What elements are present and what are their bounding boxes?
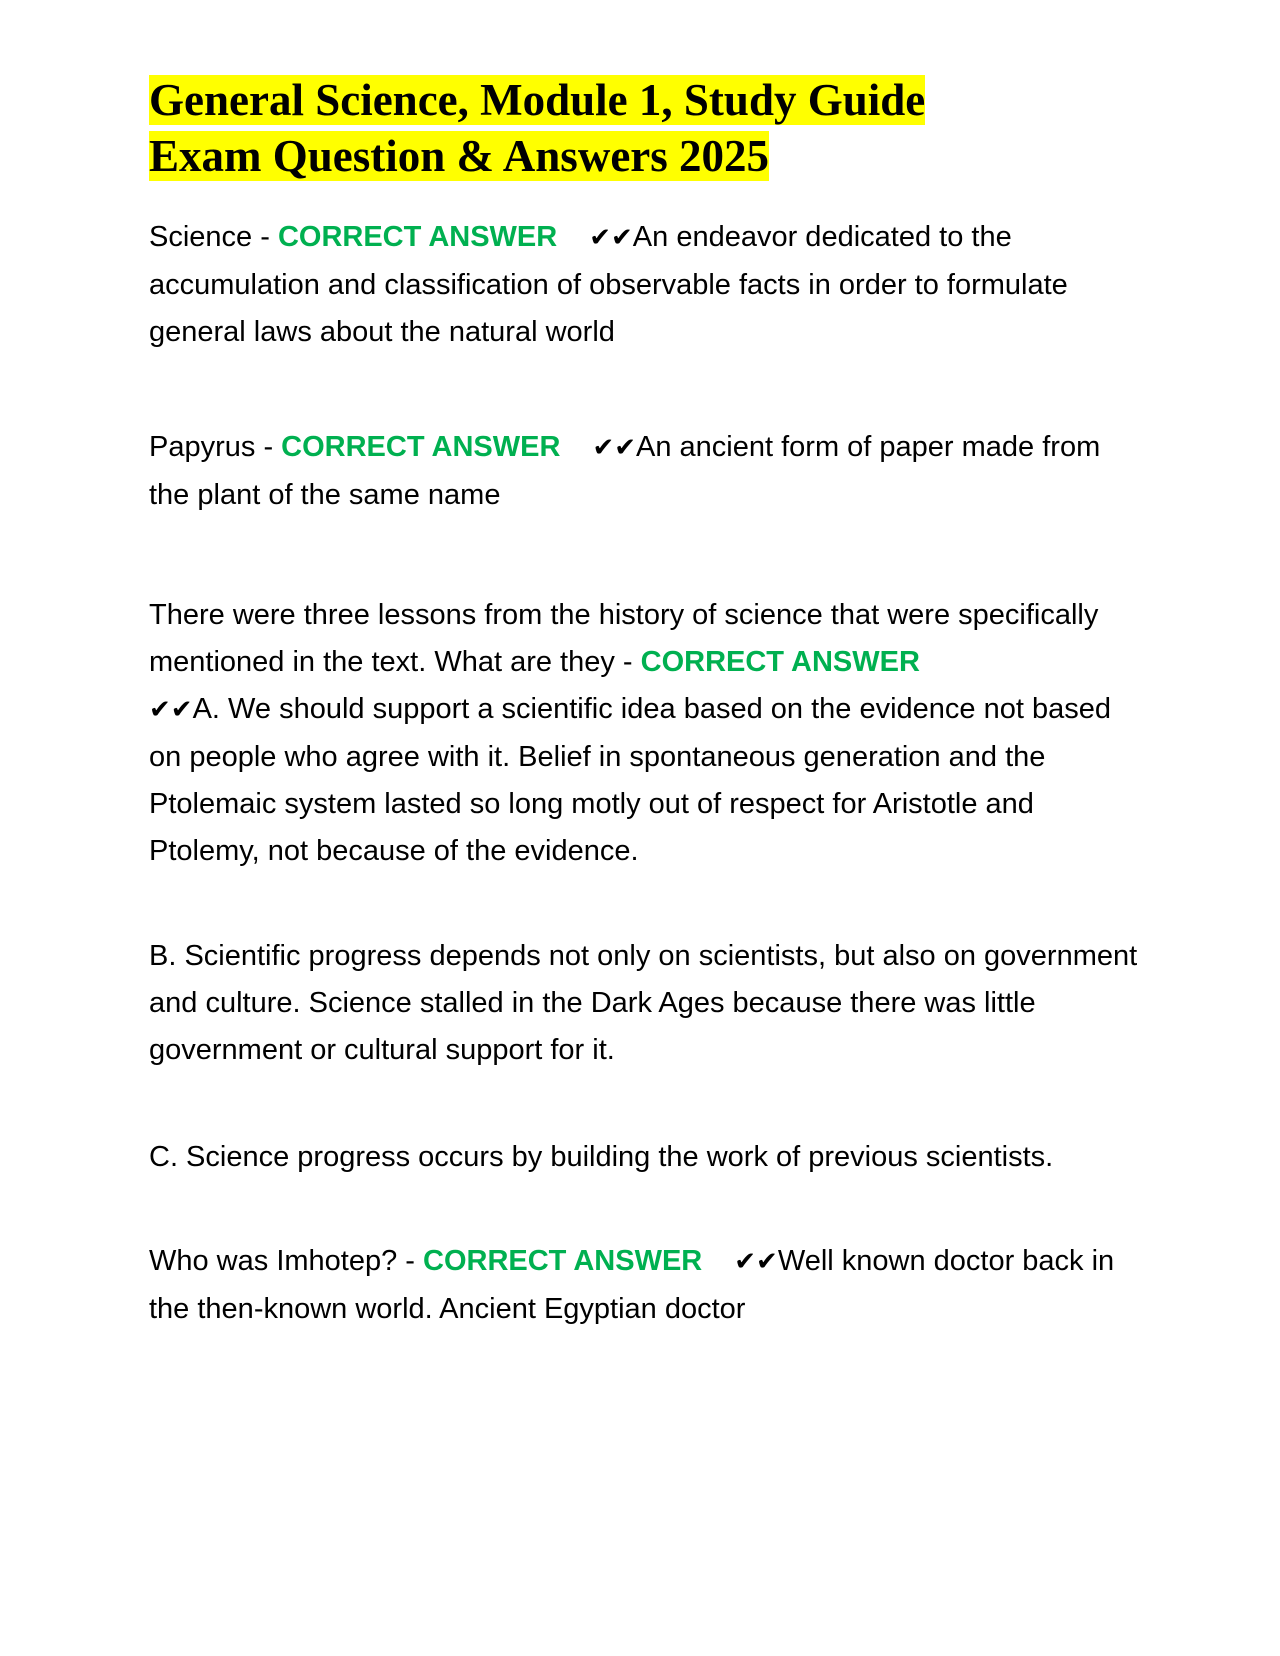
correct-answer-label: CORRECT ANSWER: [281, 431, 561, 463]
question-text: Papyrus -: [149, 431, 282, 463]
correct-answer-label: CORRECT ANSWER: [423, 1245, 703, 1277]
qa-item-lessons: [149, 592, 1139, 875]
document-title: [149, 72, 1139, 184]
double-check-icon: ✔✔: [589, 223, 633, 253]
correct-answer-label: CORRECT ANSWER: [277, 221, 558, 253]
qa-item-science: [149, 214, 1139, 356]
correct-answer-label: CORRECT ANSWER: [640, 646, 920, 678]
question-text: Who was Imhotep? -: [149, 1245, 423, 1277]
answer-text: An ancient form of paper made from the plant of the same name: [149, 431, 1101, 511]
double-check-icon: ✔✔: [149, 695, 193, 725]
title-line-2: Exam Question & Answers 2025: [149, 131, 770, 181]
document-page: [149, 72, 1139, 1333]
qa-item-imhotep: [149, 1238, 1139, 1333]
answer-text: A. We should support a scientific idea based on the evidence not based on people who agree with it. Belief in spontaneous generation and the Ptolemaic system lasted so long motly out of respect for Aristotle and Ptolemy, not because of the evidence.: [149, 693, 1111, 867]
answer-text: Well known doctor back in the then-known world. Ancient Egyptian doctor: [149, 1245, 1115, 1325]
qa-item-papyrus: [149, 424, 1139, 519]
lesson-b-paragraph: B. Scientific progress depends not only on scientists, but also on government and culture. Science stalled in the Dark Ages because there was little government or cultural support for it.: [149, 940, 1138, 1066]
double-check-icon: ✔✔: [734, 1247, 778, 1277]
answer-text: An endeavor dedicated to the accumulation and classification of observable facts in order to formulate general laws about the natural world: [149, 221, 1068, 348]
double-check-icon: ✔✔: [592, 433, 637, 463]
question-text: There were three lessons from the history of science that were specifically mentioned in the text. What are they -: [149, 599, 1099, 678]
lesson-c-paragraph: C. Science progress occurs by building the work of previous scientists.: [149, 1141, 1054, 1173]
question-text: Science -: [149, 221, 278, 253]
title-line-1: General Science, Module 1, Study Guide: [149, 75, 926, 125]
